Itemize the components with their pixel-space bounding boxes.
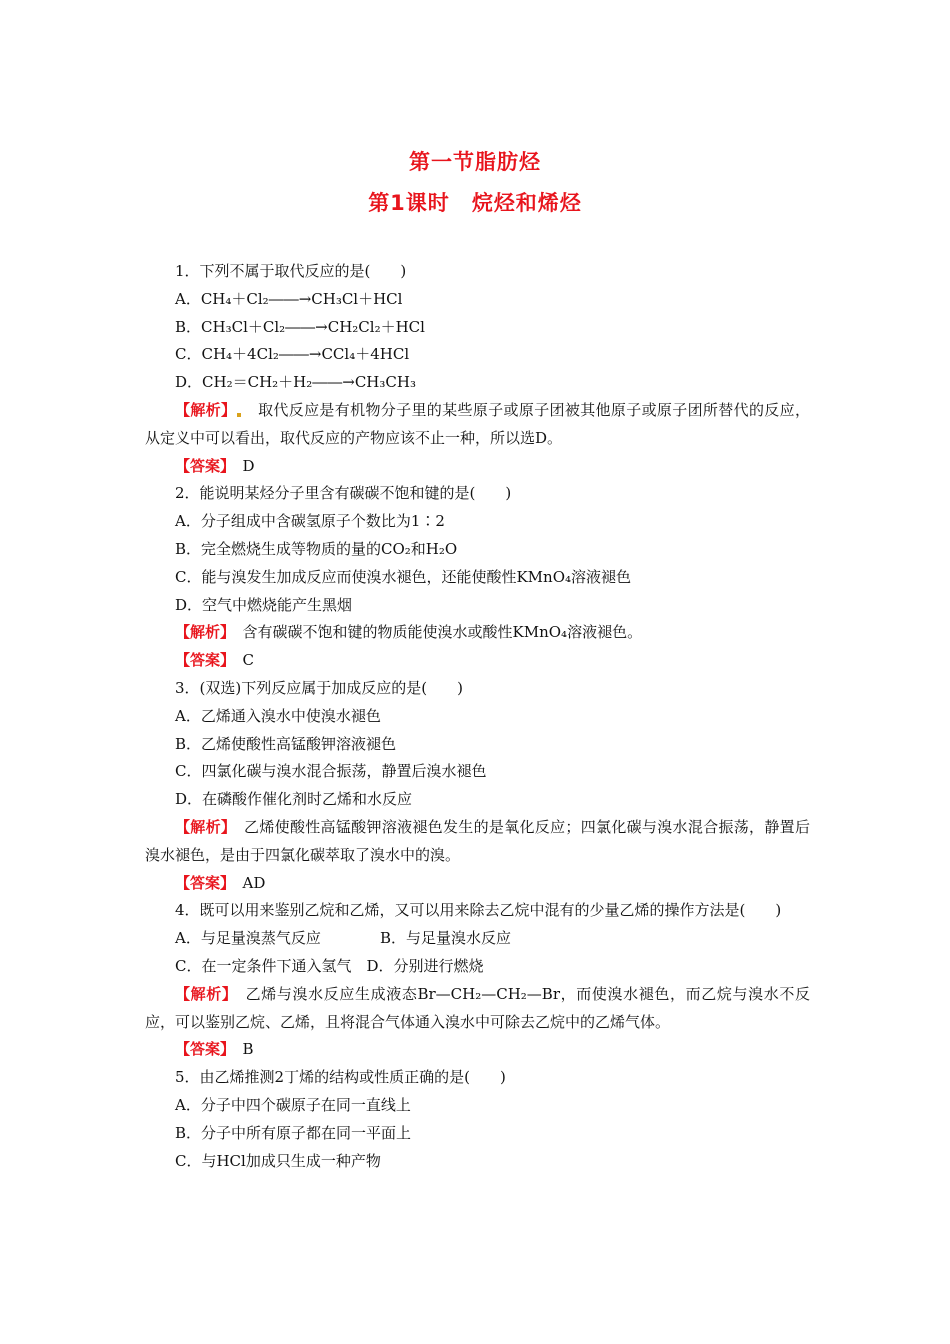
- q2-analysis: [145, 619, 810, 647]
- q2-analysis-text: 含有碳碳不饱和键的物质能使溴水或酸性KMnO₄溶液褪色。: [242, 623, 643, 642]
- q1-analysis-text: 取代反应是有机物分子里的某些原子或原子团被其他原子或原子团所替代的反应，从定义中可以看出，取代反应的产物应该不止一种，所以选D。: [145, 400, 810, 447]
- q3-analysis: [145, 814, 810, 870]
- q2-answer-value: C: [242, 651, 255, 670]
- q4-answer-value: B: [242, 1040, 254, 1059]
- q2-option-b: B．完全燃烧生成等物质的量的CO₂和H₂O: [175, 539, 458, 558]
- page-title: 第一节脂肪烃: [409, 150, 541, 174]
- q4-options-row-2: [145, 953, 810, 981]
- q3-option-d: D．在磷酸作催化剂时乙烯和水反应: [175, 790, 413, 809]
- q2-option-a: A．分子组成中含碳氢原子个数比为1∶2: [175, 512, 445, 531]
- q4-analysis: [145, 981, 810, 1037]
- q1-answer: [145, 453, 810, 481]
- analysis-label: 【解析】: [175, 984, 230, 1003]
- q4-option-b: B．与足量溴水反应: [380, 929, 512, 948]
- q2-option-c: C．能与溴发生加成反应而使溴水褪色，还能使酸性KMnO₄溶液褪色: [175, 567, 632, 586]
- q2-answer: [145, 647, 810, 675]
- analysis-label: 【解析】: [175, 623, 228, 642]
- q1-option-a: A．CH₄＋Cl₂――→CH₃Cl＋HCl: [175, 289, 403, 308]
- q3-analysis-text: 乙烯使酸性高锰酸钾溶液褪色发生的是氧化反应；四氯化碳与溴水混合振荡，静置后溴水褪色，是由于四氯化碳萃取了溴水中的溴。: [145, 817, 810, 864]
- answer-label: 【答案】: [175, 873, 228, 892]
- analysis-label: 【解析】: [175, 400, 237, 419]
- analysis-label: 【解析】: [175, 817, 229, 836]
- q4-option-c: C．在一定条件下通入氢气: [175, 956, 352, 975]
- q3-stem: 3．(双选)下列反应属于加成反应的是( ): [175, 678, 463, 697]
- q4-analysis-text: 乙烯与溴水反应生成液态Br—CH₂—CH₂—Br，而使溴水褪色，而乙烷与溴水不反应，可以鉴别乙烷、乙烯，且将混合气体通入溴水中可除去乙烷中的乙烯气体。: [145, 984, 810, 1031]
- q1-option-b: B．CH₃Cl＋Cl₂――→CH₂Cl₂＋HCl: [175, 317, 425, 336]
- q1-option-d: D．CH₂＝CH₂＋H₂――→CH₃CH₃: [175, 373, 416, 392]
- q3-option-c: C．四氯化碳与溴水混合振荡，静置后溴水褪色: [175, 762, 487, 781]
- q5-stem: 5．由乙烯推测2丁烯的结构或性质正确的是( ): [175, 1068, 506, 1087]
- q5-option-a: A．分子中四个碳原子在同一直线上: [175, 1095, 411, 1114]
- q4-stem: 4．既可以用来鉴别乙烷和乙烯，又可以用来除去乙烷中混有的少量乙烯的操作方法是( ): [175, 901, 782, 920]
- answer-label: 【答案】: [175, 651, 228, 670]
- q4-options-row-1: [145, 925, 810, 953]
- q2-option-d: D．空气中燃烧能产生黑烟: [175, 595, 353, 614]
- lesson-number: 第1课时: [368, 191, 450, 215]
- answer-label: 【答案】: [175, 1040, 228, 1059]
- q3-answer-value: AD: [242, 873, 266, 892]
- q2-stem: 2．能说明某烃分子里含有碳碳不饱和键的是( ): [175, 484, 512, 503]
- q4-option-d: D．分别进行燃烧: [366, 956, 484, 975]
- lesson-subtitle: [0, 187, 950, 217]
- question-list: [145, 258, 810, 1175]
- q3-option-b: B．乙烯使酸性高锰酸钾溶液褪色: [175, 734, 397, 753]
- q4-option-a: A．与足量溴蒸气反应: [175, 929, 321, 948]
- q5-option-b: B．分子中所有原子都在同一平面上: [175, 1123, 412, 1142]
- lesson-topic: 烷烃和烯烃: [471, 191, 582, 215]
- watermark-dot: [237, 413, 241, 417]
- q4-answer: [145, 1036, 810, 1064]
- q1-answer-value: D: [242, 456, 255, 475]
- q1-stem: 1．下列不属于取代反应的是( ): [175, 262, 407, 280]
- q5-option-c: C．与HCl加成只生成一种产物: [175, 1151, 381, 1170]
- q3-option-a: A．乙烯通入溴水中使溴水褪色: [175, 706, 381, 725]
- q3-answer: [145, 870, 810, 898]
- answer-label: 【答案】: [175, 456, 228, 475]
- q1-option-c: C．CH₄＋4Cl₂――→CCl₄＋4HCl: [175, 345, 410, 364]
- q1-analysis: [145, 397, 810, 453]
